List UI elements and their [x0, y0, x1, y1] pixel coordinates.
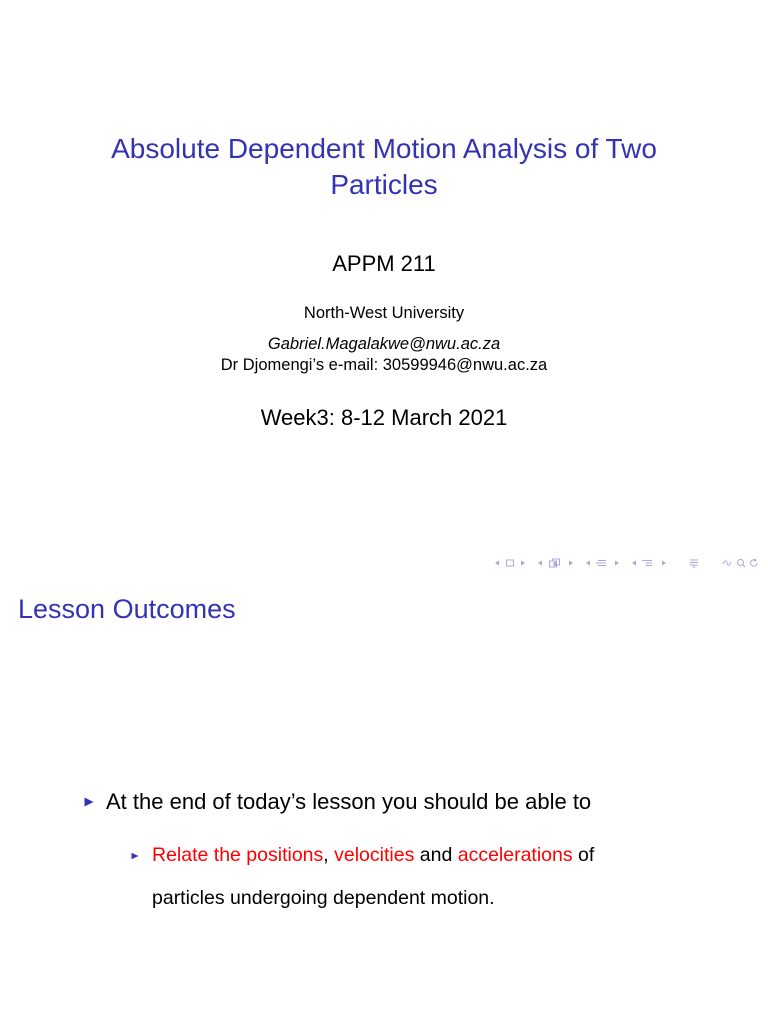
contact-email: Dr Djomengi’s e-mail: 30599946@nwu.ac.za	[220, 356, 548, 374]
course-code: APPM 211	[332, 251, 436, 276]
date: Week3: 8-12 March 2021	[260, 405, 508, 430]
outcomes-slide	[0, 576, 768, 1024]
frame-title: Lesson Outcomes	[18, 594, 236, 624]
section-icon[interactable]	[642, 557, 654, 569]
alert-text: Relate the positions	[152, 844, 324, 866]
nav-right-icon[interactable]	[661, 557, 667, 569]
navigation-symbols	[0, 557, 768, 569]
nav-right-icon[interactable]	[520, 557, 526, 569]
search-icon[interactable]	[736, 557, 746, 569]
nav-left-icon[interactable]	[585, 557, 591, 569]
forward-icon[interactable]	[749, 557, 759, 569]
plain-text: and	[419, 844, 453, 866]
nav-left-icon[interactable]	[631, 557, 637, 569]
presentation-title	[0, 131, 768, 203]
title-line: Absolute Dependent Motion Analysis of Two	[111, 133, 657, 164]
bullet-triangle-icon	[84, 797, 94, 807]
nav-right-icon[interactable]	[614, 557, 620, 569]
title-line: Particles	[330, 169, 438, 200]
institute: North-West University	[303, 304, 465, 322]
alert-text: accelerations	[457, 844, 573, 866]
bullet-text: At the end of today’s lesson you should be able to	[106, 789, 592, 814]
plain-text: ,	[323, 844, 329, 866]
sub-bullet-continuation: particles undergoing dependent motion.	[152, 887, 495, 909]
frame-stack-icon[interactable]	[548, 557, 562, 569]
back-icon[interactable]	[722, 557, 732, 569]
nav-left-icon[interactable]	[537, 557, 543, 569]
plain-text: of	[578, 844, 595, 866]
nav-left-icon[interactable]	[494, 557, 500, 569]
document-icon[interactable]	[689, 557, 699, 569]
sub-bullet-triangle-icon	[131, 852, 139, 860]
alert-text: velocities	[334, 844, 415, 866]
frame-icon[interactable]	[505, 557, 515, 569]
subsection-icon[interactable]	[596, 557, 608, 569]
author-email: Gabriel.Magalakwe@nwu.ac.za	[267, 335, 501, 353]
nav-right-icon[interactable]	[568, 557, 574, 569]
sub-bullet-text	[152, 834, 594, 920]
